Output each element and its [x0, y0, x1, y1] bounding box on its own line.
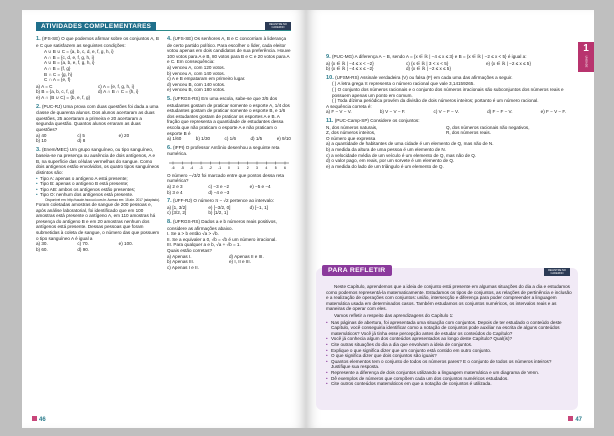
answer-options: [167, 254, 291, 271]
option: e) −5 e −4: [249, 184, 271, 190]
question-11: [326, 118, 566, 169]
set-list: [326, 125, 566, 136]
option: c) A = {e, f, g, h, i}: [98, 83, 135, 89]
page-marker-icon: [568, 416, 573, 421]
question-text: (UFRGS-RS) Dados a e b números reais positivos, considere as afirmações abaixo.: [167, 219, 277, 231]
question-number: 6.: [167, 144, 172, 151]
statement: ( ) Toda dízima periódica provém da divisão de dois números inteiros; portanto é um número racional.: [332, 98, 539, 104]
reflection-bullet: • O que significa dizer que dois conjuntos são iguais?: [326, 353, 572, 359]
set-item: N, dos números naturais,: [326, 124, 378, 130]
unit-label: UNIDADE: [584, 55, 588, 68]
reflection-bullet: • Represente a diferença de dois conjuntos utilizando a linguagem matemática e um diagrama de Venn.: [326, 370, 572, 376]
answer-options: [36, 84, 160, 101]
question-text: (UFF-RJ) O número π − √2 pertence ao intervalo:: [172, 198, 274, 204]
unit-tab: [578, 42, 594, 72]
question-8: [167, 219, 291, 270]
reflection-bullet: • Dê exemplos de números que compõem cada um dos conjuntos numéricos estudados.: [326, 376, 572, 382]
question-text-2: Foram coletadas amostras de sangue de 200 pessoas e, após análise laboratorial, foi identificado que em 100 amostras está presente o antígeno A, em 110 amostras há presença do antígeno B e em 20 amostras nenhum dos antígenos está presente. Dessas pessoas que foram submetidas à coleta de sangue, o número das que possuem o tipo sanguíneo A é igual a: [36, 202, 160, 241]
question-number: 1.: [36, 36, 41, 42]
number-line: [167, 159, 291, 171]
reflection-bullet: • Quantos elementos tem o conjunto de todos os números pares? E o conjunto de todos os números inteiros? Justifique sua resposta.: [326, 359, 572, 370]
option: d) {x ∈ ℝ | −2 ≤ x ≤ 5}: [406, 66, 451, 72]
option: c) {x ∈ ℝ | 3 < x < 5}: [406, 60, 449, 66]
option: a) A = C: [36, 83, 53, 89]
reflection-intro: Neste Capítulo, aprendemos que a ideia de conjunto está presente em algumas situações do dia a dia e estudamos como podemos representá-la matematicamente. Estudamos os tipos de conjuntos, as relações de pertinência e inclusão e a realização de operações com conjuntos: união, intersecção e diferença para poder compreender a linguagem matemática usada em determinados casos. Também estudamos os conjuntos numéricos, os intervalos reais e as maneiras de operar com eles.: [326, 284, 572, 312]
question-number: 3.: [36, 146, 41, 153]
number-line-label: 0: [228, 165, 230, 170]
option: b) Apenas III.: [167, 259, 195, 265]
statement: I. Se a > b então √a > √b.: [167, 231, 219, 237]
option: e) 9/10: [276, 136, 291, 142]
number-line-label: 1: [237, 165, 240, 170]
question-text: (UFS-SE) Os senhores A, B e C concorriam à liderança de certo partido político. Para escolher o líder, cada eleitor votou apenas em dois candidatos de sua preferência. Houve 100 votos para A e B, 80 votos para B e C e 20 votos para A e C. Em consequência:: [167, 36, 291, 65]
list-item: • Tipo A: apenas o antígeno A está presente;: [36, 176, 160, 182]
question-text-2: O número −√3/2 foi marcado entre que pontos dessa reta numérica?: [167, 172, 285, 184]
question-5: [167, 96, 291, 142]
answer-options: [36, 133, 160, 144]
option: d) 1/5: [250, 136, 263, 142]
number-line-label: 4: [265, 165, 268, 170]
option: b) B = {a, b, c, f, g}: [36, 89, 75, 95]
option: a) 30.: [36, 241, 48, 247]
answer-options: [167, 136, 291, 142]
question-text: (Enem/MEC) Um grupo sanguíneo, ou tipo sanguíneo, baseia-se na presença ou ausência de dois antígenos, A e B, na superfície das células vermelhas do sangue. Como dois antígenos estão envolvidos, os quatro tipos sanguíneos distintos são:: [36, 146, 160, 176]
option: b) 60.: [36, 246, 48, 252]
page-marker-icon: [32, 416, 37, 421]
set-condition: A ∪ B = {a, b, e, f, g, h, i}: [44, 60, 95, 66]
question-text-2: Quais estão corretas?: [167, 248, 212, 253]
question-number: 9.: [326, 54, 331, 60]
unit-number: 1: [583, 43, 589, 54]
option: b) venceu A, com 140 votos.: [167, 70, 225, 76]
option: b) V − V − F.: [379, 109, 406, 115]
question-2: [36, 104, 160, 144]
register-tag: REGISTRE NO CADERNO: [544, 268, 570, 276]
question-number: 8.: [167, 219, 172, 226]
option: b) 10: [36, 138, 47, 144]
reflection-bullet: • Você já conhecia algum dos conteúdos apresentados ao longo deste Capítulo? Qual(is)?: [326, 336, 572, 342]
question-number: 4.: [167, 36, 172, 42]
answer-options: [167, 205, 291, 216]
reflection-box: [316, 268, 578, 410]
right-page: [306, 10, 594, 428]
number-line-label: -5: [180, 165, 184, 170]
option: c) a velocidade média de um veículo é um elemento de Q, mas não de Q.: [326, 152, 477, 158]
option: a) {x ∈ ℝ | −4 ≤ x < −2}: [326, 60, 374, 66]
answer-options: [36, 241, 160, 252]
option: e) I, II e III.: [229, 259, 251, 265]
option: d) F − F − V.: [487, 109, 513, 115]
question-number: 7.: [167, 198, 172, 205]
option: c) [3/2, 2]: [167, 210, 187, 216]
option: d) −4 e −3: [208, 189, 230, 195]
option: c) Apenas I e II.: [167, 264, 199, 270]
question-3: [36, 147, 160, 253]
number-line-label: 2: [246, 165, 249, 170]
option: c) 70.: [77, 241, 89, 247]
option: e) [−3/2, 0]: [208, 204, 231, 210]
set-item: R, dos números reais.: [446, 130, 491, 136]
reflection-bullet: • Explique o que significa dizer que um conjunto está contido em outro conjunto.: [326, 348, 572, 354]
number-line-label: -4: [190, 165, 194, 170]
list-item: • Tipo B: apenas o antígeno B está presente;: [36, 181, 160, 187]
option: c) −3 e −2: [208, 184, 230, 190]
option: a) [1, 3/2]: [167, 204, 187, 210]
question-text: (PUC-MG) A diferença A − B, sendo A = {x ∈ ℝ | −4 ≤ x ≤ 3} e B = {x ∈ ℝ | −2 ≤ x < 5} é igual a:: [331, 54, 527, 59]
statement: II. Se a equivaler a 0, √b = √b é um número irracional.: [167, 236, 277, 242]
question-text-2: O número que expressa: [326, 135, 376, 141]
option: e) venceu B, com 180 votos.: [167, 87, 226, 93]
question-7: [167, 198, 291, 216]
reflection-bullet: • Cite outras situações do dia a dia que envolvam a ideia de conjuntos.: [326, 342, 572, 348]
left-column-1: [36, 36, 160, 255]
number-line-label: 5: [274, 165, 277, 170]
option: e) a medida do lado de um triângulo é um elemento de Q.: [326, 163, 444, 169]
set-condition: A ∪ B ∪ C = {a, b, c, d, e, f, g, h, i}: [44, 49, 114, 55]
option: a) F − V − V.: [326, 109, 352, 115]
option: c) V − F − V.: [433, 109, 459, 115]
page-number-left: [32, 416, 46, 423]
question-text: (UFRGS-RS) Em uma escola, sabe-se que 3/5 dos estudantes gostam de praticar somente o esporte A, 1/4 dos estudantes gostam de praticar somente o esporte B, e 1/6 dos estudantes gostam de praticar os esportes A e B. A fração que representa a quantidade de estudantes dessa escola que não praticam o esporte A e não praticam o esporte B é: [167, 95, 290, 136]
set-condition: C ∩ A = {e, f}: [44, 77, 71, 83]
set-condition: A ∩ B = {c, d, e, f, g, h, i}: [44, 54, 95, 60]
option: d) A ∩ B ∩ C = {h, i}: [98, 89, 139, 95]
number-line-label: -6: [171, 165, 175, 170]
statement: ( ) O conjunto dos números racionais e o conjunto dos números irracionais são subconjuntos dos números reais e possuem apenas um ponto em comum.: [332, 86, 564, 98]
question-1: [36, 36, 160, 101]
option: b) [1/2, 1]: [208, 210, 228, 216]
question-number: 10.: [326, 74, 334, 81]
question-text: (IFS-SE) O que podemos afirmar sobre os conjuntos A, B e C que satisfazem as seguintes condições:: [36, 36, 159, 48]
set-item: Z, dos números inteiros,: [326, 130, 376, 136]
option: c) 5: [77, 132, 85, 138]
option: b) 3 e 4: [167, 189, 183, 195]
option: e) {x ∈ ℝ | −2 ≤ x ≤ 5}: [486, 60, 531, 66]
number-line-label: -3: [199, 165, 203, 170]
reflection-body: [326, 284, 572, 387]
option: e) F − V − F.: [540, 109, 566, 115]
page-number-right: [568, 416, 582, 423]
right-questions: [326, 54, 566, 172]
left-column-2: [167, 36, 291, 273]
option: e) A ∩ (B ∪ C) = {b, e, f, g}: [36, 94, 91, 100]
answer-options: [326, 109, 566, 115]
number-line-label: -1: [218, 165, 222, 170]
option: a) a quantidade de habitantes de uma cidade é um elemento de Q, mas não de N.: [326, 141, 494, 147]
option: a) 1/60: [167, 136, 182, 142]
question-4: [167, 36, 291, 93]
register-tag: REGISTRE NO CADERNO: [265, 22, 291, 30]
question-text: (UFSM-RS) Assinale verdadeira (V) ou falsa (F) em cada uma das afirmações a seguir.: [335, 74, 513, 80]
set-conditions: [44, 49, 160, 83]
set-item: Q, dos números racionais não negativos,: [446, 124, 530, 130]
option: a) 2 e 3: [167, 184, 183, 190]
option: d) venceu B, com 140 votos.: [167, 81, 226, 87]
page-number-text: 46: [39, 417, 46, 423]
question-10: [326, 75, 566, 115]
option: c) A e B empataram em primeiro lugar.: [167, 76, 246, 82]
option: d) 90.: [77, 246, 90, 252]
question-text: (IFPI) O professor Antônio desenhou a seguinte reta numérica.: [167, 144, 280, 157]
statement: III. Para qualquer a e b, √a + √b = 1.: [167, 242, 241, 248]
option: a) Apenas I.: [167, 253, 192, 259]
reflection-bullet: • Cite outros conteúdos matemáticos em que a notação de conjuntos é utilizada.: [326, 381, 572, 387]
list-item: • Tipo AB: ambos os antígenos estão presentes;: [36, 187, 160, 193]
question-number: 11.: [326, 117, 334, 124]
number-line-label: 6: [284, 165, 286, 170]
question-text: (PUC-RJ) Uma prova com duas questões foi dada a uma classe de quarenta alunos. Dos alunos acertaram as duas questões, 25 acertaram a primeira e 20 acertaram a segunda questão. Quantos alunos erraram as duas questões?: [36, 103, 159, 132]
option: b) a medida da altura de uma pessoa é um elemento de N.: [326, 146, 447, 152]
set-condition: B ∩ C = {g, h}: [44, 71, 73, 77]
option: d) 8: [77, 138, 86, 144]
option: d) Apenas II e III.: [229, 253, 264, 259]
question-text: (PUC-Camp-SP) Considere os conjuntos:: [334, 117, 420, 123]
reflection-title: PARA REFLETIR: [322, 265, 392, 276]
option: d) [−1, 1]: [249, 204, 268, 210]
list-item: • Tipo O: nenhum dos antígenos está presente.: [36, 192, 160, 198]
reflection-bullet: • Nas páginas de abertura, foi apresentada uma situação com conjuntos. Depois de ter estudado o conteúdo deste Capítulo, você conseguiria identificar como a notação de conjuntos pode auxiliar na escrita de alguns conteúdos matemáticos? Você já tinha esse percepção antes de estudar os conteúdos do Capítulo?: [326, 320, 572, 337]
number-line-graphic: [167, 159, 291, 171]
question-number: 5.: [167, 95, 172, 102]
source-note: Disponível em: http://saude.hsw.uol.com.br. Acesso em: 15 abr. 2017 (adaptado).: [45, 198, 160, 203]
left-page: [22, 10, 306, 428]
set-condition: A ∩ B = {f, g}: [44, 65, 71, 71]
answer-options: [326, 61, 566, 72]
option: b) {x ∈ ℝ | −4 ≤ x ≤ −2}: [326, 66, 374, 72]
reflection-lead: Vamos refletir a respeito das aprendizagens do Capítulo 1:: [334, 312, 454, 318]
question-text-2: A sequência correta é:: [326, 103, 372, 109]
option: d) o valor pago, em reais, por um sorvete é um elemento de Q.: [326, 158, 455, 164]
question-number: 2.: [36, 103, 41, 110]
activities-title: ATIVIDADES COMPLEMENTARES: [36, 22, 156, 31]
activities-header: [36, 22, 291, 31]
page-number-text: 47: [575, 417, 582, 423]
option: e) 20: [118, 132, 130, 138]
option: b) 1/30: [195, 136, 211, 142]
statement: ( ) A letra grega π representa o número racional que vale 3,14159265.: [332, 81, 475, 87]
question-6: [167, 145, 291, 196]
number-line-label: -2: [208, 165, 212, 170]
option: e) 100.: [118, 241, 133, 247]
option: c) 1/6: [224, 136, 237, 142]
option: a) venceu A, com 120 votos.: [167, 64, 225, 70]
question-9: [326, 54, 566, 72]
answer-options: [167, 184, 291, 195]
number-line-label: 3: [256, 165, 258, 170]
option: a) 40: [36, 132, 47, 138]
